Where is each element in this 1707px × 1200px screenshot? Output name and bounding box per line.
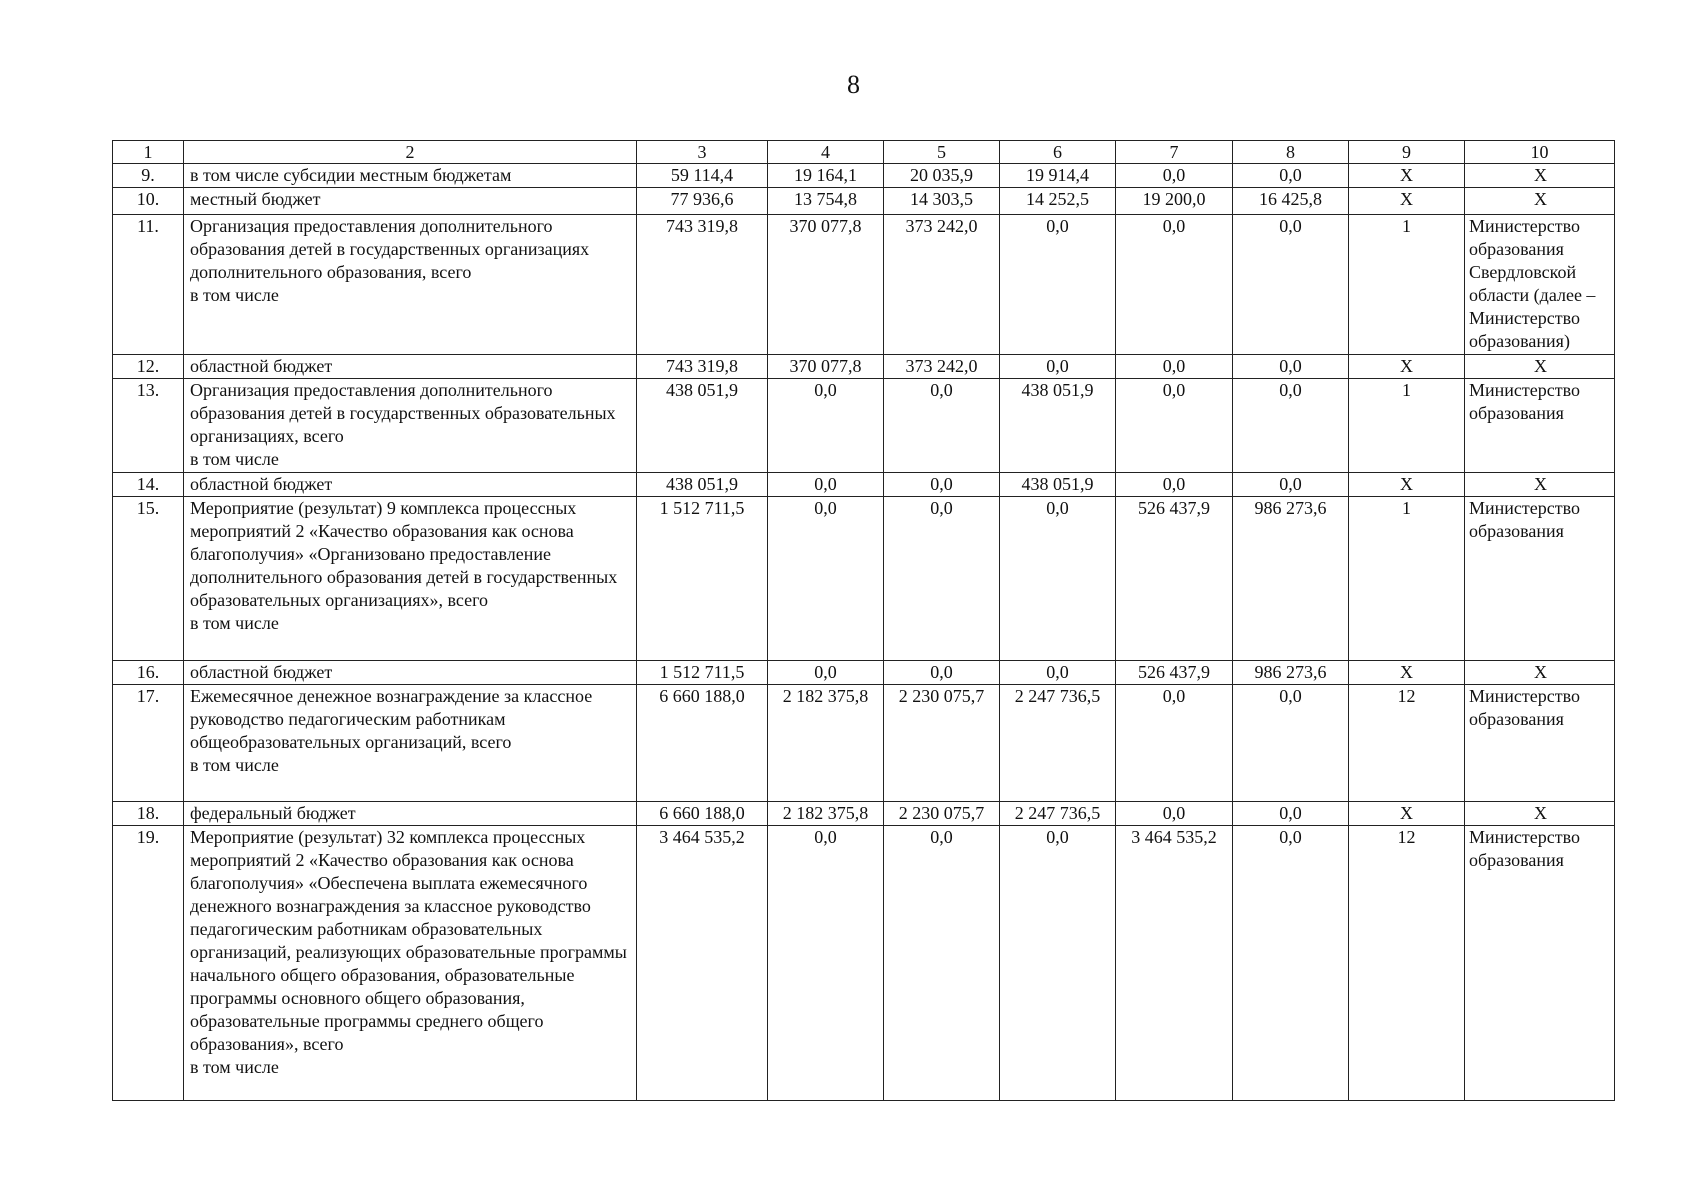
value-cell-col-8: 0,0 — [1233, 802, 1349, 826]
value-cell-col-7: 0,0 — [1116, 355, 1233, 379]
responsible-executor: Министерство образования — [1465, 826, 1615, 1101]
column-header-3: 3 — [637, 141, 768, 164]
value-cell-col-6: 2 247 736,5 — [1000, 685, 1116, 802]
row-name: областной бюджет — [184, 661, 637, 685]
table-row — [113, 685, 1615, 802]
row-number: 10. — [113, 188, 184, 215]
row-number: 15. — [113, 497, 184, 661]
responsible-executor: Министерство образования Свердловской области (далее – Министерство образования) — [1465, 215, 1615, 355]
column-header-5: 5 — [884, 141, 1000, 164]
table-row — [113, 826, 1615, 1101]
table-row — [113, 355, 1615, 379]
value-cell-col-7: 0,0 — [1116, 379, 1233, 473]
row-name: областной бюджет — [184, 355, 637, 379]
row-number: 12. — [113, 355, 184, 379]
responsible-executor: X — [1465, 164, 1615, 188]
value-cell-col-5: 373 242,0 — [884, 355, 1000, 379]
value-cell-col-7: 0,0 — [1116, 164, 1233, 188]
column-header-1: 1 — [113, 141, 184, 164]
row-reference: X — [1349, 661, 1465, 685]
value-cell-col-4: 0,0 — [768, 379, 884, 473]
value-cell-col-4: 370 077,8 — [768, 355, 884, 379]
column-header-9: 9 — [1349, 141, 1465, 164]
value-cell-col-5: 2 230 075,7 — [884, 685, 1000, 802]
value-cell-col-6: 438 051,9 — [1000, 379, 1116, 473]
column-header-7: 7 — [1116, 141, 1233, 164]
row-number: 18. — [113, 802, 184, 826]
value-cell-col-6: 2 247 736,5 — [1000, 802, 1116, 826]
value-cell-col-4: 0,0 — [768, 473, 884, 497]
value-cell-col-4: 2 182 375,8 — [768, 685, 884, 802]
value-cell-col-3: 6 660 188,0 — [637, 802, 768, 826]
column-number-header-row — [113, 141, 1615, 164]
value-cell-col-4: 13 754,8 — [768, 188, 884, 215]
value-cell-col-6: 438 051,9 — [1000, 473, 1116, 497]
table-row — [113, 188, 1615, 215]
value-cell-col-3: 1 512 711,5 — [637, 661, 768, 685]
value-cell-col-6: 0,0 — [1000, 355, 1116, 379]
value-cell-col-7: 526 437,9 — [1116, 661, 1233, 685]
value-cell-col-5: 0,0 — [884, 497, 1000, 661]
value-cell-col-7: 19 200,0 — [1116, 188, 1233, 215]
value-cell-col-8: 0,0 — [1233, 355, 1349, 379]
value-cell-col-5: 20 035,9 — [884, 164, 1000, 188]
row-reference: 1 — [1349, 215, 1465, 355]
column-header-10: 10 — [1465, 141, 1615, 164]
value-cell-col-8: 0,0 — [1233, 473, 1349, 497]
responsible-executor: Министерство образования — [1465, 685, 1615, 802]
table-row — [113, 215, 1615, 355]
value-cell-col-3: 438 051,9 — [637, 473, 768, 497]
value-cell-col-7: 526 437,9 — [1116, 497, 1233, 661]
row-name: Организация предоставления дополнительного образования детей в государственных организациях дополнительного образования, всего в том числе — [184, 215, 637, 355]
value-cell-col-8: 0,0 — [1233, 685, 1349, 802]
value-cell-col-5: 2 230 075,7 — [884, 802, 1000, 826]
row-reference: X — [1349, 802, 1465, 826]
row-name: Мероприятие (результат) 9 комплекса процессных мероприятий 2 «Качество образования как основа благополучия» «Организовано предоставление дополнительного образования детей в государственных образовательных организациях», всего в том числе — [184, 497, 637, 661]
table-row — [113, 661, 1615, 685]
responsible-executor: Министерство образования — [1465, 379, 1615, 473]
value-cell-col-4: 19 164,1 — [768, 164, 884, 188]
value-cell-col-8: 16 425,8 — [1233, 188, 1349, 215]
value-cell-col-7: 3 464 535,2 — [1116, 826, 1233, 1101]
row-name: Мероприятие (результат) 32 комплекса процессных мероприятий 2 «Качество образования как основа благополучия» «Обеспечена выплата ежемесячного денежного вознаграждения за классное руководство педагогическим работникам образовательных организаций, реализующих образовательные программы начального общего образования, образовательные программы основного общего образования, образовательные программы среднего общего образования», всего в том числе — [184, 826, 637, 1101]
value-cell-col-5: 0,0 — [884, 661, 1000, 685]
value-cell-col-6: 0,0 — [1000, 661, 1116, 685]
value-cell-col-7: 0,0 — [1116, 215, 1233, 355]
value-cell-col-8: 986 273,6 — [1233, 661, 1349, 685]
responsible-executor: Министерство образования — [1465, 497, 1615, 661]
value-cell-col-5: 0,0 — [884, 826, 1000, 1101]
value-cell-col-3: 743 319,8 — [637, 355, 768, 379]
value-cell-col-5: 373 242,0 — [884, 215, 1000, 355]
row-name: федеральный бюджет — [184, 802, 637, 826]
value-cell-col-3: 438 051,9 — [637, 379, 768, 473]
value-cell-col-8: 0,0 — [1233, 164, 1349, 188]
table-row — [113, 164, 1615, 188]
value-cell-col-8: 986 273,6 — [1233, 497, 1349, 661]
value-cell-col-4: 0,0 — [768, 661, 884, 685]
row-number: 16. — [113, 661, 184, 685]
row-reference: X — [1349, 355, 1465, 379]
row-reference: X — [1349, 188, 1465, 215]
value-cell-col-3: 77 936,6 — [637, 188, 768, 215]
value-cell-col-6: 19 914,4 — [1000, 164, 1116, 188]
table-row — [113, 379, 1615, 473]
table-row — [113, 497, 1615, 661]
row-number: 17. — [113, 685, 184, 802]
value-cell-col-3: 3 464 535,2 — [637, 826, 768, 1101]
row-reference: 12 — [1349, 826, 1465, 1101]
responsible-executor: X — [1465, 188, 1615, 215]
row-reference: 12 — [1349, 685, 1465, 802]
row-name: Организация предоставления дополнительного образования детей в государственных образовательных организациях, всего в том числе — [184, 379, 637, 473]
row-reference: 1 — [1349, 379, 1465, 473]
value-cell-col-6: 0,0 — [1000, 497, 1116, 661]
value-cell-col-3: 743 319,8 — [637, 215, 768, 355]
column-header-8: 8 — [1233, 141, 1349, 164]
row-number: 19. — [113, 826, 184, 1101]
value-cell-col-7: 0,0 — [1116, 473, 1233, 497]
value-cell-col-7: 0,0 — [1116, 685, 1233, 802]
responsible-executor: X — [1465, 355, 1615, 379]
value-cell-col-8: 0,0 — [1233, 215, 1349, 355]
value-cell-col-5: 0,0 — [884, 473, 1000, 497]
value-cell-col-7: 0,0 — [1116, 802, 1233, 826]
table-row — [113, 473, 1615, 497]
value-cell-col-6: 0,0 — [1000, 215, 1116, 355]
value-cell-col-4: 0,0 — [768, 826, 884, 1101]
value-cell-col-6: 14 252,5 — [1000, 188, 1116, 215]
responsible-executor: X — [1465, 802, 1615, 826]
column-header-4: 4 — [768, 141, 884, 164]
row-name: областной бюджет — [184, 473, 637, 497]
value-cell-col-8: 0,0 — [1233, 379, 1349, 473]
row-number: 13. — [113, 379, 184, 473]
value-cell-col-8: 0,0 — [1233, 826, 1349, 1101]
value-cell-col-6: 0,0 — [1000, 826, 1116, 1101]
row-number: 9. — [113, 164, 184, 188]
row-number: 14. — [113, 473, 184, 497]
row-number: 11. — [113, 215, 184, 355]
row-name: местный бюджет — [184, 188, 637, 215]
value-cell-col-5: 14 303,5 — [884, 188, 1000, 215]
value-cell-col-4: 370 077,8 — [768, 215, 884, 355]
row-reference: X — [1349, 164, 1465, 188]
responsible-executor: X — [1465, 473, 1615, 497]
program-table — [112, 140, 1615, 1101]
page-number: 8 — [847, 70, 860, 99]
table-body — [113, 164, 1615, 1101]
value-cell-col-3: 6 660 188,0 — [637, 685, 768, 802]
value-cell-col-3: 59 114,4 — [637, 164, 768, 188]
table-row — [113, 802, 1615, 826]
row-name: Ежемесячное денежное вознаграждение за классное руководство педагогическим работникам общеобразовательных организаций, всего в том числе — [184, 685, 637, 802]
row-name: в том числе субсидии местным бюджетам — [184, 164, 637, 188]
value-cell-col-3: 1 512 711,5 — [637, 497, 768, 661]
column-header-6: 6 — [1000, 141, 1116, 164]
row-reference: X — [1349, 473, 1465, 497]
value-cell-col-5: 0,0 — [884, 379, 1000, 473]
value-cell-col-4: 0,0 — [768, 497, 884, 661]
value-cell-col-4: 2 182 375,8 — [768, 802, 884, 826]
row-reference: 1 — [1349, 497, 1465, 661]
column-header-2: 2 — [184, 141, 637, 164]
responsible-executor: X — [1465, 661, 1615, 685]
